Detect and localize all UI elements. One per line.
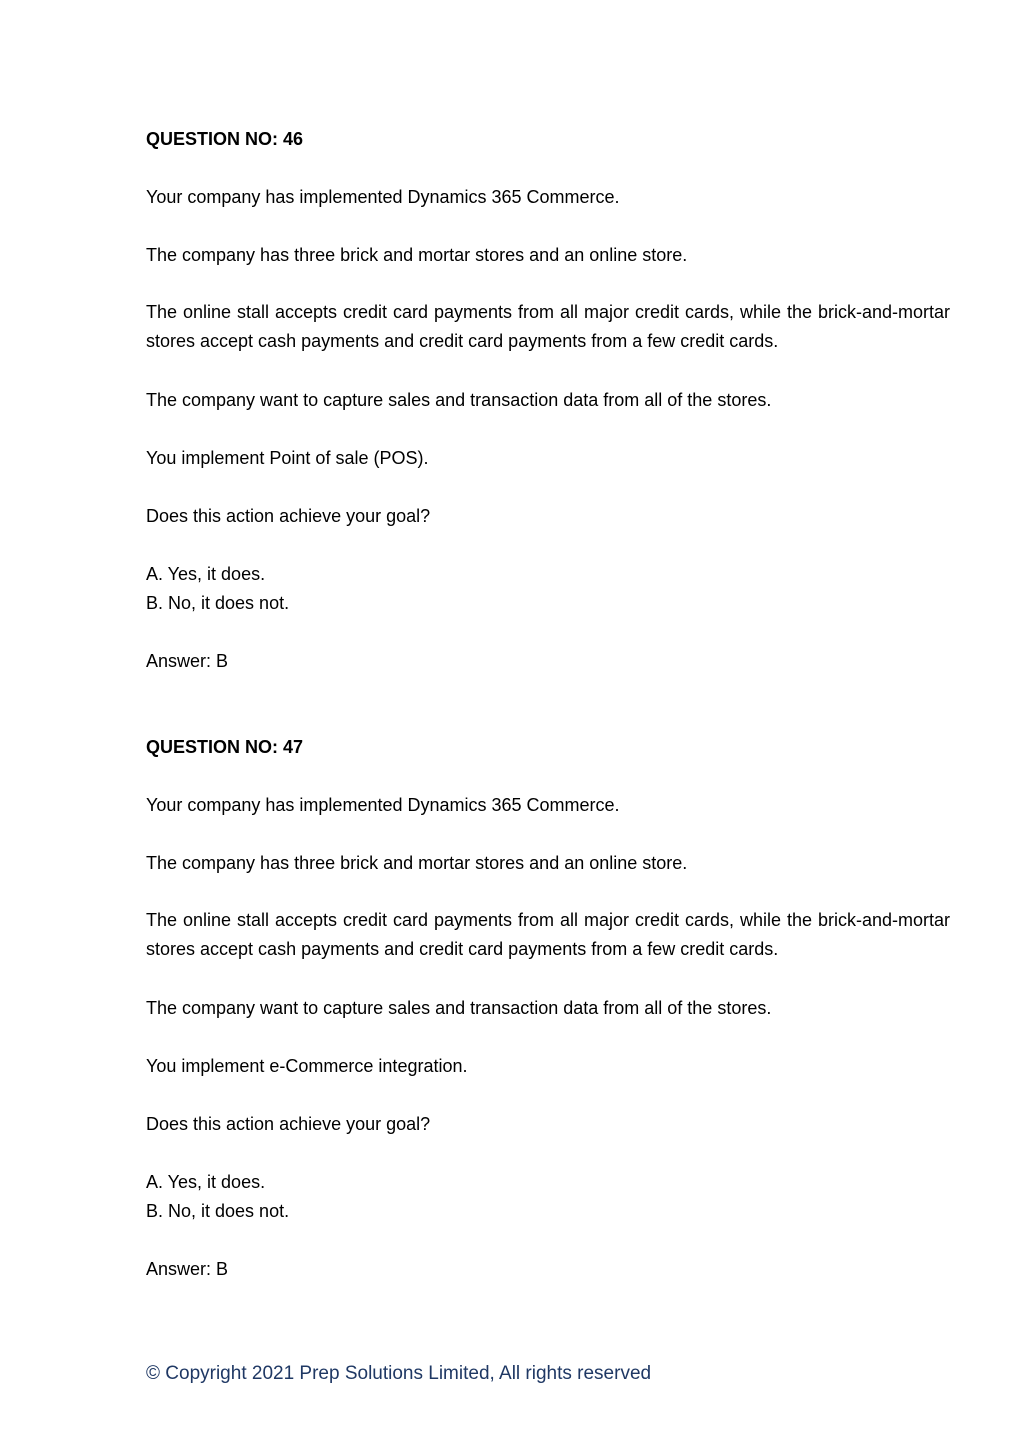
answer-text: Answer: B [146, 1259, 229, 1279]
question-heading: QUESTION NO: 47 [146, 737, 304, 757]
answer-text: Answer: B [146, 651, 229, 671]
option-b: B. No, it does not. [146, 593, 290, 613]
question-stores: The company has three brick and mortar stores and an online store. [146, 245, 688, 265]
question-heading: QUESTION NO: 46 [146, 129, 304, 149]
question-prompt: Does this action achieve your goal? [146, 1114, 431, 1134]
question-action: You implement Point of sale (POS). [146, 448, 429, 468]
option-a: A. Yes, it does. [146, 564, 266, 584]
question-prompt: Does this action achieve your goal? [146, 506, 431, 526]
question-goal: The company want to capture sales and transaction data from all of the stores. [146, 390, 772, 410]
question-payments: The online stall accepts credit card payments from all major credit cards, while the brick-and-mortar stores accept cash payments and credit card payments from a few credit cards. [146, 910, 950, 959]
question-goal: The company want to capture sales and transaction data from all of the stores. [146, 998, 772, 1018]
question-payments: The online stall accepts credit card payments from all major credit cards, while the brick-and-mortar stores accept cash payments and credit card payments from a few credit cards. [146, 302, 950, 351]
option-a: A. Yes, it does. [146, 1172, 266, 1192]
question-intro: Your company has implemented Dynamics 365 Commerce. [146, 187, 620, 207]
copyright-footer: © Copyright 2021 Prep Solutions Limited, All rights reserved [146, 1363, 652, 1384]
option-b: B. No, it does not. [146, 1201, 290, 1221]
question-intro: Your company has implemented Dynamics 365 Commerce. [146, 795, 620, 815]
question-stores: The company has three brick and mortar stores and an online store. [146, 853, 688, 873]
question-action: You implement e-Commerce integration. [146, 1056, 468, 1076]
